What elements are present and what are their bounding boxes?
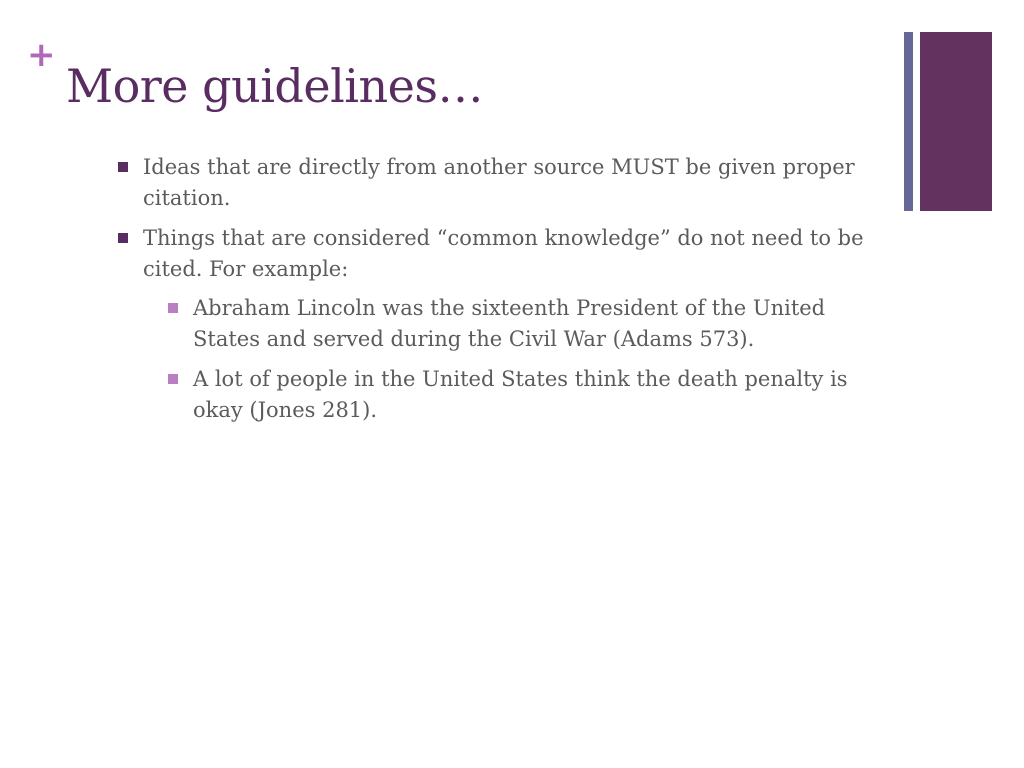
accent-bar-wide bbox=[920, 32, 992, 211]
square-bullet-icon bbox=[168, 374, 178, 384]
plus-mark: + bbox=[27, 35, 56, 75]
sub-bullet-item-death-penalty bbox=[168, 364, 888, 426]
square-bullet-icon bbox=[168, 303, 178, 313]
square-bullet-icon bbox=[118, 233, 128, 243]
bullet-item-common-knowledge bbox=[118, 223, 888, 426]
sub-bullet-text: Abraham Lincoln was the sixteenth President of the United States and served during the Civil War (Adams 573). bbox=[193, 296, 826, 351]
sub-bullet-item-lincoln bbox=[168, 293, 888, 355]
sub-bullet-text: A lot of people in the United States think the death penalty is okay (Jones 281). bbox=[193, 367, 848, 422]
bullet-text: Ideas that are directly from another source MUST be given proper citation. bbox=[143, 155, 855, 210]
sub-bullet-list bbox=[143, 293, 888, 426]
accent-bar-thin bbox=[904, 32, 913, 211]
slide-content bbox=[118, 152, 888, 435]
bullet-text: Things that are considered “common knowledge” do not need to be cited. For example: bbox=[143, 226, 864, 281]
bullet-list bbox=[118, 152, 888, 426]
bullet-item-citation bbox=[118, 152, 888, 214]
slide-title: More guidelines… bbox=[66, 59, 483, 113]
square-bullet-icon bbox=[118, 162, 128, 172]
